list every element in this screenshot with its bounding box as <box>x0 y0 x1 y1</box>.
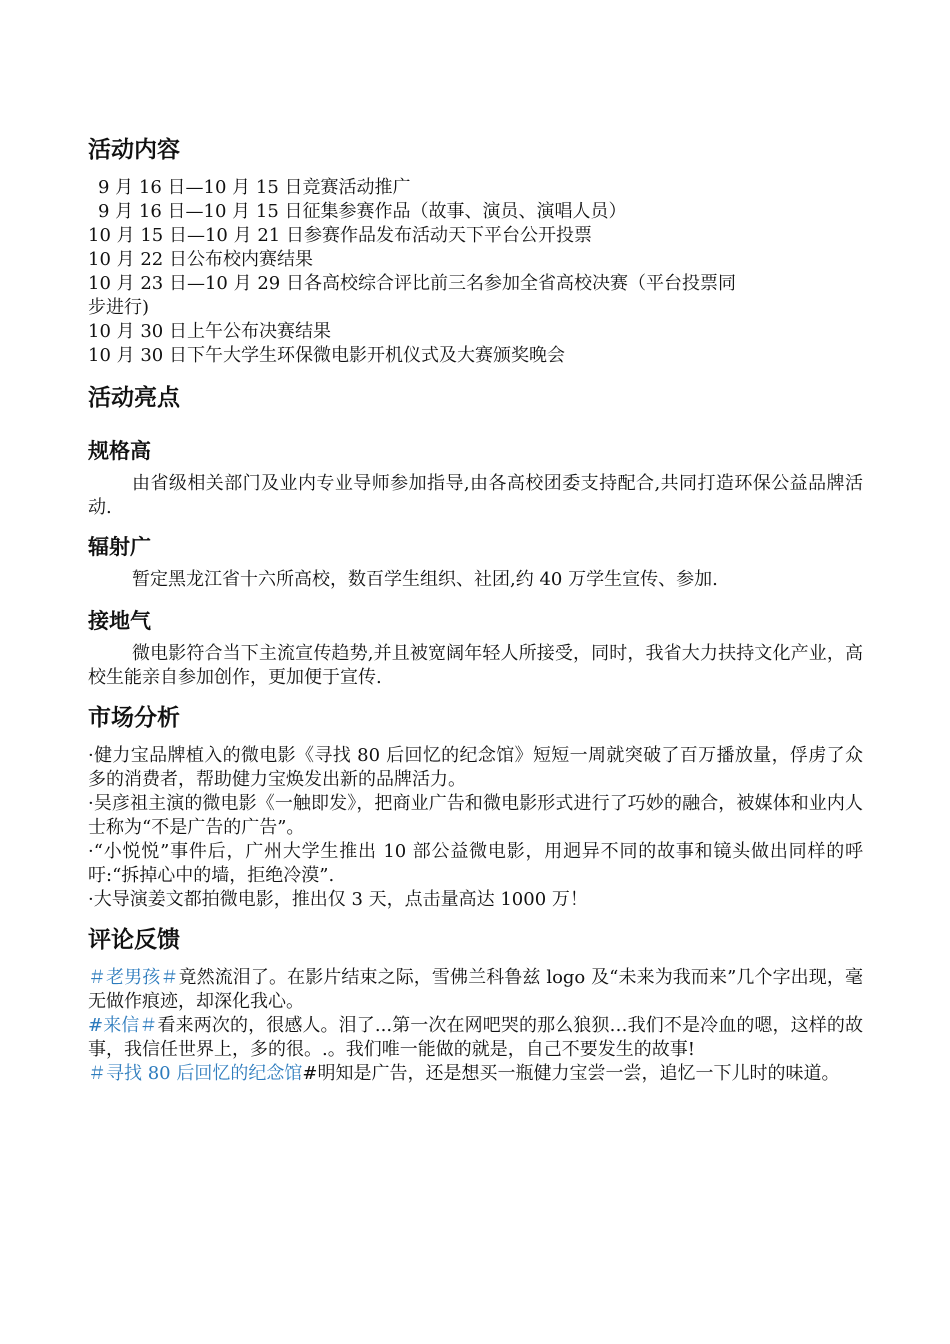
feedback-item <box>88 1014 863 1062</box>
highlight-reach <box>88 532 863 592</box>
hashtag-link[interactable]: ＃寻找 80 后回忆的纪念馆 <box>88 1063 303 1084</box>
document-page <box>88 130 863 1086</box>
highlights-heading: 活动亮点 <box>88 385 180 411</box>
schedule-line: 10 月 15 日—10 月 21 日参赛作品发布活动天下平台公开投票 <box>88 225 592 246</box>
market-list <box>88 744 863 912</box>
schedule-line: 步进行) <box>88 297 150 318</box>
highlight-ground-text: 微电影符合当下主流宣传趋势,并且被宽阔年轻人所接受，同时，我省大力扶持文化产业，高校生能亲自参加创作，更加便于宣传. <box>88 643 863 688</box>
highlight-reach-title: 辐射广 <box>88 535 151 559</box>
highlight-spec-title: 规格高 <box>88 439 151 463</box>
activity-content-section <box>88 134 863 368</box>
schedule-list <box>88 176 863 368</box>
feedback-text: 看来两次的，很感人。泪了...第一次在网吧哭的那么狼狈…我们不是冷血的嗯，这样的故事，我信任世界上，多的很。.。我们唯一能做的就是，自己不要发生的故事! <box>88 1015 863 1060</box>
feedback-list <box>88 966 863 1086</box>
schedule-line: 10 月 23 日—10 月 29 日各高校综合评比前三名参加全省高校决赛（平台投票同 <box>88 273 736 294</box>
activity-content-heading: 活动内容 <box>88 137 180 163</box>
highlight-spec-text: 由省级相关部门及业内专业导师参加指导,由各高校团委支持配合,共同打造环保公益品牌活动. <box>88 473 863 518</box>
market-analysis-section <box>88 702 863 912</box>
market-item: ·吴彦祖主演的微电影《一触即发》，把商业广告和微电影形式进行了巧妙的融合，被媒体和业内人士称为“不是广告的广告”。 <box>88 793 863 838</box>
highlight-reach-text: 暂定黑龙江省十六所高校，数百学生组织、社团,约 40 万学生宣传、参加. <box>132 569 718 590</box>
market-item: ·“小悦悦”事件后，广州大学生推出 10 部公益微电影，用迥异不同的故事和镜头做出同样的呼吁:“拆掉心中的墙，拒绝冷漠”. <box>88 841 863 886</box>
market-item: ·大导演姜文都拍微电影，推出仅 3 天，点击量高达 1000 万！ <box>88 889 588 910</box>
highlight-ground-title: 接地气 <box>88 609 151 633</box>
hashtag-link[interactable]: ＃老男孩＃ <box>88 967 179 988</box>
feedback-item <box>88 1062 863 1086</box>
market-item: ·健力宝品牌植入的微电影《寻找 80 后回忆的纪念馆》短短一周就突破了百万播放量，俘虏了众多的消费者，帮助健力宝焕发出新的品牌活力。 <box>88 745 863 790</box>
feedback-item <box>88 966 863 1014</box>
highlight-ground <box>88 606 863 690</box>
schedule-line: 10 月 30 日上午公布决赛结果 <box>88 321 331 342</box>
feedback-section <box>88 924 863 1086</box>
highlight-spec <box>88 436 863 520</box>
schedule-line: 9 月 16 日—10 月 15 日征集参赛作品（故事、演员、演唱人员） <box>98 201 627 222</box>
feedback-text: 竟然流泪了。在影片结束之际，雪佛兰科鲁兹 logo 及“未来为我而来”几个字出现，毫无做作痕迹，却深化我心。 <box>88 967 863 1012</box>
highlights-section <box>88 382 863 690</box>
schedule-line: 10 月 30 日下午大学生环保微电影开机仪式及大赛颁奖晚会 <box>88 345 565 366</box>
feedback-text: #明知是广告，还是想买一瓶健力宝尝一尝，追忆一下儿时的味道。 <box>302 1063 840 1084</box>
schedule-line: 9 月 16 日—10 月 15 日竞赛活动推广 <box>98 177 411 198</box>
schedule-line: 10 月 22 日公布校内赛结果 <box>88 249 313 270</box>
market-analysis-heading: 市场分析 <box>88 705 180 731</box>
feedback-heading: 评论反馈 <box>88 927 180 953</box>
hashtag-link[interactable]: #来信＃ <box>88 1015 158 1036</box>
